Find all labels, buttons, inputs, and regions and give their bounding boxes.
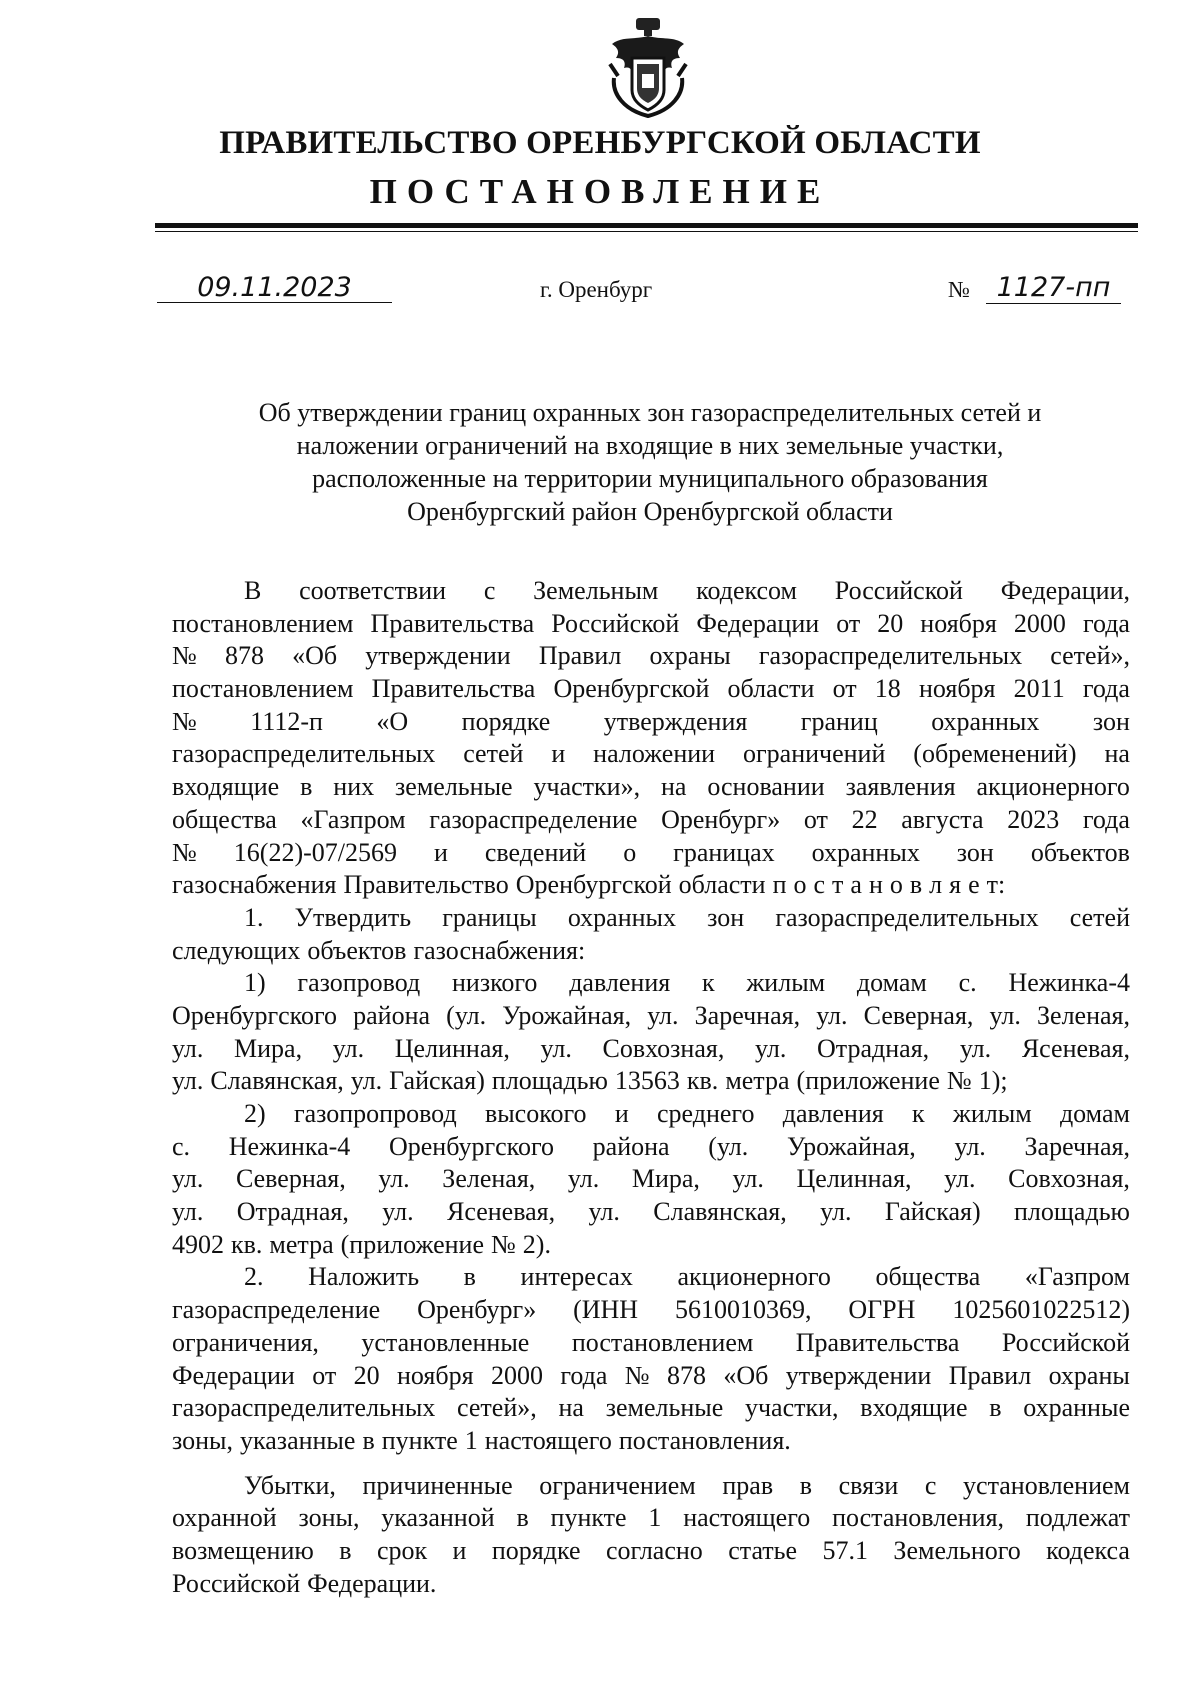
text-line: газоснабжения Правительство Оренбургской области п о с т а н о в л я е т: bbox=[172, 870, 1006, 900]
text-line: В соответствии с Земельным кодексом Российской Федерации, bbox=[244, 576, 1130, 605]
paragraph bbox=[172, 575, 1130, 902]
title-line: наложении ограничений на входящие в них земельные участки, bbox=[296, 431, 1004, 460]
document-title bbox=[170, 396, 1130, 528]
header-rule-thick bbox=[155, 223, 1138, 228]
title-line: Оренбургский район Оренбургской области bbox=[407, 497, 893, 526]
text-line: ул. Славянская, ул. Гайская) площадью 13563 кв. метра (приложение № 1); bbox=[172, 1066, 1008, 1096]
text-line: ул. Отрадная, ул. Ясеневая, ул. Славянская, ул. Гайская) площадью bbox=[172, 1197, 1130, 1227]
text-line: 2. Наложить в интересах акционерного общества «Газпром bbox=[244, 1262, 1130, 1292]
text-line: ограничения, установленные постановлением Правительства Российской bbox=[172, 1327, 1130, 1357]
text-line: газораспределительных сетей», на земельные участки, входящие в охранные bbox=[172, 1393, 1130, 1423]
document-body bbox=[172, 575, 1130, 1600]
document-number-block bbox=[948, 272, 1128, 302]
document-city: г. Оренбург bbox=[540, 277, 653, 302]
organization-name: ПРАВИТЕЛЬСТВО ОРЕНБУРГСКОЙ ОБЛАСТИ bbox=[219, 125, 981, 161]
text-line: 1) газопровод низкого давления к жилым домам с. Нежинка-4 bbox=[244, 968, 1130, 998]
document-number: 1127-пп bbox=[986, 272, 1121, 304]
paragraph bbox=[172, 1261, 1130, 1457]
text-line: зоны, указанные в пункте 1 настоящего постановления. bbox=[172, 1425, 791, 1455]
document-date: 09.11.2023 bbox=[157, 272, 392, 303]
paragraph bbox=[172, 1098, 1130, 1261]
text-line: следующих объектов газоснабжения: bbox=[172, 935, 586, 965]
header-rule-thin bbox=[155, 231, 1138, 232]
title-line: Об утверждении границ охранных зон газораспределительных сетей и bbox=[258, 398, 1042, 427]
document-type: ПОСТАНОВЛЕНИЕ bbox=[369, 172, 831, 211]
paragraph bbox=[172, 1470, 1130, 1601]
paragraph bbox=[172, 967, 1130, 1098]
text-line: газораспределение Оренбург» (ИНН 5610010369, ОГРН 1025601022512) bbox=[172, 1295, 1130, 1325]
text-line: Оренбургского района (ул. Урожайная, ул. Заречная, ул. Северная, ул. Зеленая, bbox=[172, 1000, 1130, 1030]
text-line: Убытки, причиненные ограничением прав в связи с установлением bbox=[244, 1470, 1130, 1500]
text-line: охранной зоны, указанной в пункте 1 настоящего постановления, подлежат bbox=[172, 1503, 1130, 1533]
text-line: возмещению в срок и порядке согласно статье 57.1 Земельного кодекса bbox=[172, 1535, 1130, 1565]
number-sign: № bbox=[948, 277, 970, 302]
text-line: Федерации от 20 ноября 2000 года № 878 «Об утверждении Правил охраны bbox=[172, 1360, 1130, 1390]
title-line: расположенные на территории муниципального образования bbox=[312, 464, 988, 493]
text-line: 2) газопропровод высокого и среднего давления к жилым домам bbox=[244, 1099, 1130, 1128]
text-line: с. Нежинка-4 Оренбургского района (ул. Урожайная, ул. Заречная, bbox=[172, 1131, 1130, 1161]
text-line: 4902 кв. метра (приложение № 2). bbox=[172, 1229, 551, 1259]
text-line: Российской Федерации. bbox=[172, 1568, 437, 1598]
text-line: постановлением Правительства Российской Федерации от 20 ноября 2000 года bbox=[172, 608, 1130, 638]
paragraph bbox=[172, 902, 1130, 967]
text-line: № 1112-п «О порядке утверждения границ охранных зон bbox=[172, 706, 1130, 736]
text-line: ул. Мира, ул. Целинная, ул. Совхозная, ул. Отрадная, ул. Ясеневая, bbox=[172, 1033, 1130, 1063]
text-line: газораспределительных сетей и наложении ограничений (обременений) на bbox=[172, 739, 1130, 769]
text-line: № 16(22)-07/2569 и сведений о границах охранных зон объектов bbox=[172, 837, 1130, 867]
text-line: постановлением Правительства Оренбургской области от 18 ноября 2011 года bbox=[172, 674, 1130, 704]
coat-of-arms-emblem bbox=[604, 18, 692, 118]
text-line: общества «Газпром газораспределение Оренбург» от 22 августа 2023 года bbox=[172, 804, 1130, 834]
text-line: входящие в них земельные участки», на основании заявления акционерного bbox=[172, 772, 1130, 802]
text-line: 1. Утвердить границы охранных зон газораспределительных сетей bbox=[244, 902, 1130, 932]
text-line: ул. Северная, ул. Зеленая, ул. Мира, ул. Целинная, ул. Совхозная, bbox=[172, 1164, 1130, 1194]
text-line: № 878 «Об утверждении Правил охраны газораспределительных сетей», bbox=[172, 641, 1130, 671]
